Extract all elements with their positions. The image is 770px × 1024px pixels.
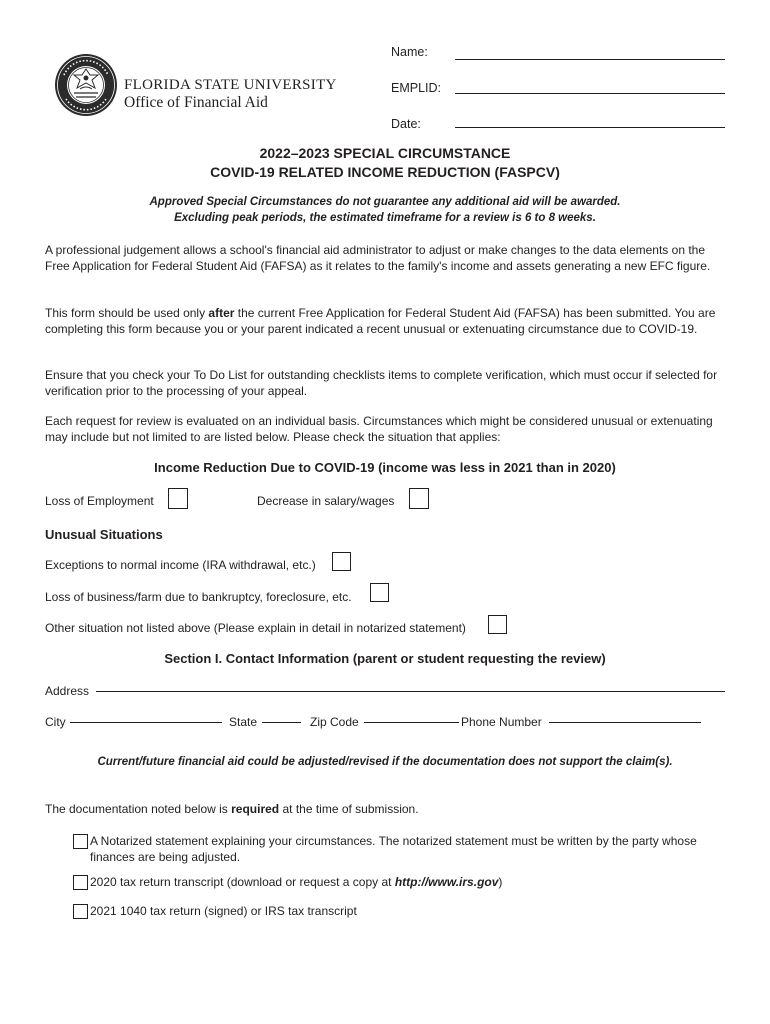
form-title-line1: 2022–2023 SPECIAL CIRCUMSTANCE — [259, 145, 511, 161]
paragraph-when-to-use: This form should be used only after the current Free Application for Federal Student Aid (FAFSA) has been submitted. You are completing this form because you or your parent indicated a recent unusual or extenuating circumstance due to COVID-19. — [45, 306, 716, 336]
date-label: Date: — [391, 117, 421, 131]
name-field[interactable] — [455, 59, 725, 60]
state-label: State — [229, 715, 258, 729]
paragraph-to-do-list: Ensure that you check your To Do List for outstanding checklists items to complete verification, which must occur if selected for verification prior to the processing of your appeal. — [45, 368, 718, 398]
exceptions-income-label: Exceptions to normal income (IRA withdrawal, etc.) — [45, 558, 316, 572]
university-name: FLORIDA STATE UNIVERSITY — [124, 77, 337, 93]
tax-return-checkbox[interactable] — [73, 904, 88, 919]
exceptions-income-checkbox[interactable] — [332, 552, 351, 571]
tax-transcript-label: 2020 tax return transcript (download or request a copy at http://www.irs.gov) — [90, 875, 503, 889]
zip-label: Zip Code — [310, 715, 359, 729]
form-title-line2: COVID-19 RELATED INCOME REDUCTION (FASPCV) — [210, 164, 560, 180]
contact-info-heading: Section I. Contact Information (parent or student requesting the review) — [164, 651, 606, 666]
notice-line2: Excluding peak periods, the estimated timeframe for a review is 6 to 8 weeks. — [174, 212, 596, 224]
emplid-field[interactable] — [455, 93, 725, 94]
city-field[interactable] — [70, 722, 222, 723]
notarized-statement-label: A Notarized statement explaining your circumstances. The notarized statement must be written by the party whose finances are being adjusted. — [90, 834, 697, 864]
income-reduction-heading: Income Reduction Due to COVID-19 (income was less in 2021 than in 2020) — [154, 460, 616, 475]
notarized-statement-checkbox[interactable] — [73, 834, 88, 849]
zip-field[interactable] — [364, 722, 459, 723]
tax-transcript-checkbox[interactable] — [73, 875, 88, 890]
irs-link[interactable]: http://www.irs.gov — [394, 875, 499, 889]
loss-business-checkbox[interactable] — [370, 583, 389, 602]
other-situation-label: Other situation not listed above (Please explain in detail in notarized statement) — [45, 621, 466, 635]
state-field[interactable] — [262, 722, 301, 723]
notice-line1: Approved Special Circumstances do not guarantee any additional aid will be awarded. — [149, 196, 621, 208]
name-label: Name: — [391, 45, 428, 59]
loss-of-employment-label: Loss of Employment — [45, 494, 154, 508]
other-situation-checkbox[interactable] — [488, 615, 507, 634]
adjustment-warning: Current/future financial aid could be adjusted/revised if the documentation does not support the claim(s). — [97, 756, 673, 768]
documentation-intro: The documentation noted below is required at the time of submission. — [45, 802, 419, 816]
paragraph-review-basis: Each request for review is evaluated on an individual basis. Circumstances which might be considered unusual or extenuating may include but not limited to are listed below. Please check the situation that applies: — [45, 414, 713, 444]
unusual-situations-heading: Unusual Situations — [45, 527, 163, 542]
city-label: City — [45, 715, 66, 729]
phone-label: Phone Number — [461, 715, 542, 729]
date-field[interactable] — [455, 127, 725, 128]
address-field[interactable] — [96, 691, 725, 692]
loss-business-label: Loss of business/farm due to bankruptcy, foreclosure, etc. — [45, 590, 352, 604]
phone-field[interactable] — [549, 722, 701, 723]
tax-return-label: 2021 1040 tax return (signed) or IRS tax transcript — [90, 904, 357, 918]
fsu-seal-logo — [54, 53, 118, 117]
decrease-salary-label: Decrease in salary/wages — [257, 494, 395, 508]
office-name: Office of Financial Aid — [124, 94, 268, 111]
emplid-label: EMPLID: — [391, 81, 442, 95]
paragraph-professional-judgement: A professional judgement allows a school's financial aid administrator to adjust or make changes to the data elements on the Free Application for Federal Student Aid (FAFSA) as it relates to the family's income and assets generating a new EFC figure. — [45, 243, 711, 273]
decrease-salary-checkbox[interactable] — [409, 488, 429, 509]
loss-of-employment-checkbox[interactable] — [168, 488, 188, 509]
address-label: Address — [45, 684, 90, 698]
